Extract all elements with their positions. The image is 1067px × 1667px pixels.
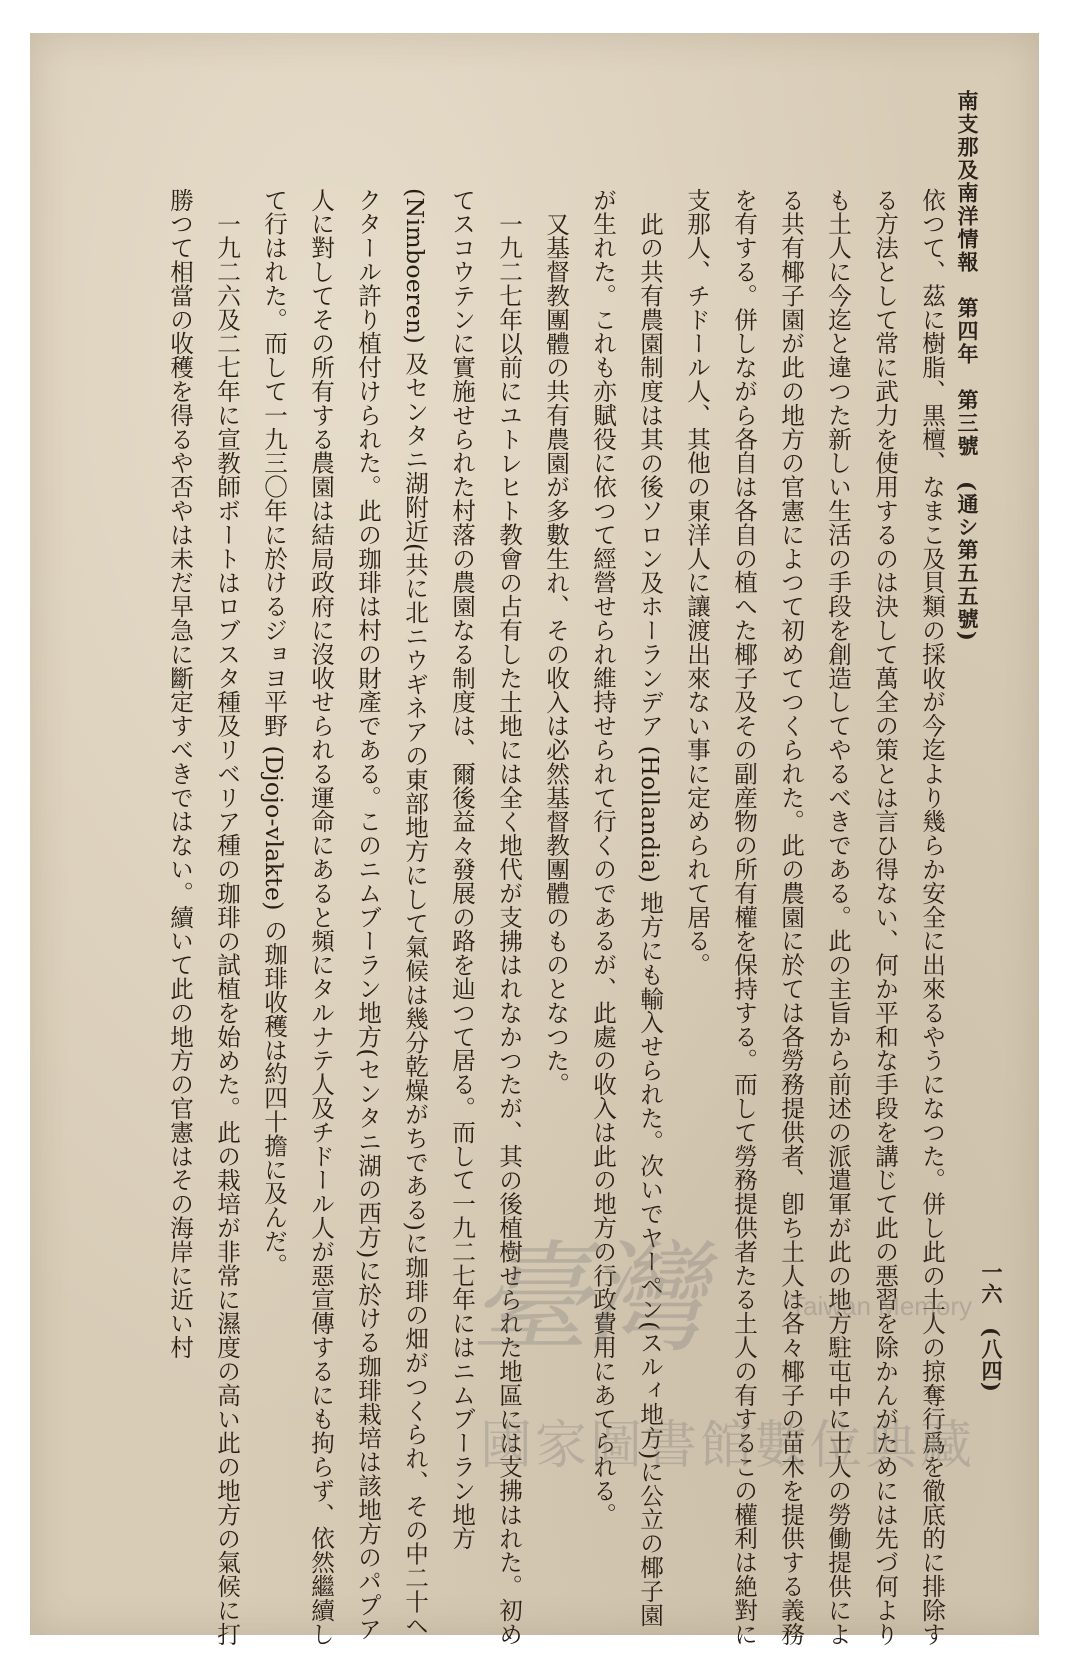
page-number: 一六 (八四) <box>979 1261 1004 1393</box>
paragraph-2: 此の共有農園制度は其の後ソロン及ホーランデア (Hollandia) 地方にも輸入せられた。次いでヤーペン(スルィ地方)に公立の椰子園が生れた。これも亦賦役に依つて經營せられ維持せられて行くのであるが、此處の收入は此の地方の行政費用にあてられる。 <box>589 188 664 1627</box>
running-header-title: 南支那及南洋情報 第四年 第三號 (通シ第五五號) <box>955 90 980 643</box>
paragraph-4: 一九二七年以前にユトレヒト教會の占有した土地には全く地代が支拂はれなかつたが、其の後植樹せられた地區には支拂はれた。初めてスコウテンに實施せられた村落の農園なる制度は、爾後益々發展の路を辿つて居る。而して一九二七年にはニムブーラン地方 (Nimboeren) 及センタニ湖附近(共に北ニウギネアの東部地方にして氣候は幾分乾燥がちである)に珈琲の畑がつくられ、その中二十ヘクタール許り植付けられた。此の珈琲は村の財產である。このニムブーラン地方(センタニ湖の西方)に於ける珈琲栽培は該地方のパプア人に對してその所有する農園は結局政府に沒收せられる運命にあると頻にタルナテ人及チドール人が惡宣傳するにも拘らず、依然繼續して行はれた。而して一九三〇年に於けるジョヨ平野 (Djojo-vlakte) の珈琲收穫は約四十擔に及んだ。 <box>260 188 523 1646</box>
watermark-library-name: 國家圖書館數位典藏 <box>480 1416 976 1476</box>
paragraph-3: 又基督教團體の共有農園が多數生れ、その收入は必然基督教團體のものとなつた。 <box>542 211 570 1096</box>
watermark-logo-text: 臺灣 <box>470 1230 698 1369</box>
paragraph-5: 一九二六及二七年に宣教師ボートはロブスタ種及リベリア種の珈琲の試植を始めた。此の栽培が非常に濕度の高い此の地方の氣候に打勝つて相當の收穫を得るや否やは未だ早急に斷定すべきではない。續いて此の地方の官憲はその海岸に近い村 <box>166 188 241 1646</box>
paragraph-1: 依つて、茲に樹脂、黒檀、なまこ及貝類の採收が今迄より幾らか安全に出來るやうになつた。併し此の土人の掠奪行爲を徹底的に排除する方法として常に武力を使用するのは決して萬全の策とは言ひ得ない、何か平和な手段を講じて此の悪習を除かんがためには先づ何よりも土人に今迄と違つた新しい生活の手段を創造してやるべきである。此の主旨から前述の派遣軍が此の地方駐屯中に土人の勞働提供による共有椰子園が此の地方の官憲によつて初めてつくられた。此の農園に於ては各勞務提供者、卽ち土人は各々椰子の苗木を提供する義務を有する。併しながら各自は各自の植へた椰子及その副産物の所有權を保持する。而して勞務提供者たる土人の有するこの權利は絶對に支那人、チドール人、其他の東洋人に讓渡出來ない事に定められて居る。 <box>683 188 946 1646</box>
watermark-latin-text: Taiwan Memory <box>790 1291 973 1321</box>
document-page <box>30 33 1039 1646</box>
body-text <box>166 188 955 1648</box>
